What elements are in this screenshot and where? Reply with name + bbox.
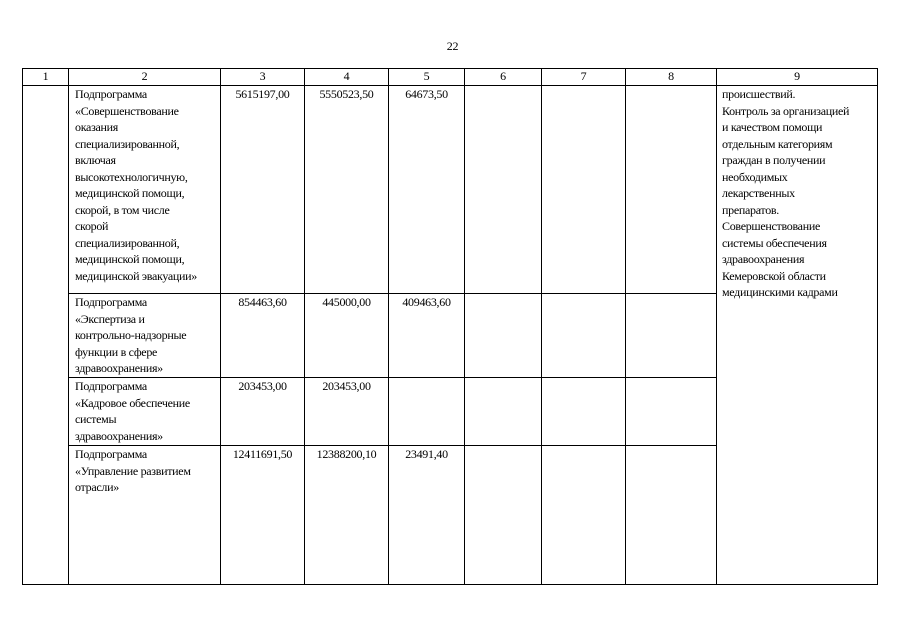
column-header: 8 [626, 69, 717, 86]
text-line: Кемеровской области [722, 268, 826, 283]
text-line: скорой [75, 219, 109, 233]
text-line: системы [75, 412, 117, 426]
text-line: «Кадровое обеспечение [75, 395, 190, 410]
subprogram-name-cell [69, 446, 221, 585]
empty-cell [626, 378, 717, 446]
amount-cell: 854463,60 [221, 294, 305, 378]
results-description-cell [717, 86, 878, 585]
text-line: граждан в получении [722, 153, 826, 167]
text-line: происшествий. [722, 87, 796, 101]
amount-cell: 445000,00 [305, 294, 389, 378]
empty-cell [626, 86, 717, 294]
text-line: медицинской эвакуации» [75, 268, 198, 283]
table-row [23, 86, 878, 294]
column-header: 5 [389, 69, 465, 86]
amount-cell: 12411691,50 [221, 446, 305, 585]
empty-cell [465, 446, 542, 585]
amount-cell: 409463,60 [389, 294, 465, 378]
column-header: 4 [305, 69, 389, 86]
amount-cell [389, 378, 465, 446]
column-header: 9 [717, 69, 878, 86]
text-line: необходимых [722, 169, 788, 184]
text-line: высокотехнологичную, [75, 169, 188, 184]
amount-cell: 12388200,10 [305, 446, 389, 585]
text-line: «Совершенствование [75, 103, 179, 118]
text-line: отдельным категориям [722, 136, 833, 151]
subprogram-name-cell [69, 86, 221, 294]
amount-cell: 5615197,00 [221, 86, 305, 294]
subprogram-name-cell [69, 378, 221, 446]
amount-cell: 203453,00 [305, 378, 389, 446]
empty-cell [626, 294, 717, 378]
empty-cell [542, 378, 626, 446]
text-line: Подпрограмма [75, 87, 147, 101]
text-line: Контроль за организацией [722, 103, 850, 118]
text-line: Совершенствование [722, 219, 820, 233]
amount-cell: 5550523,50 [305, 86, 389, 294]
text-line: отрасли» [75, 480, 119, 494]
amount-cell: 64673,50 [389, 86, 465, 294]
text-line: контрольно-надзорные [75, 328, 187, 342]
column-header: 2 [69, 69, 221, 86]
text-line: «Экспертиза и [75, 311, 145, 326]
text-line: функции в сфере [75, 344, 158, 359]
text-line: скорой, в том числе [75, 202, 170, 217]
text-line: «Управление развитием [75, 463, 191, 478]
text-line: Подпрограмма [75, 447, 147, 461]
empty-cell [542, 446, 626, 585]
text-line: препаратов. [722, 202, 779, 217]
amount-cell: 23491,40 [389, 446, 465, 585]
text-line: медицинской помощи, [75, 186, 185, 200]
amount-cell: 203453,00 [221, 378, 305, 446]
text-line: здравоохранения» [75, 361, 163, 375]
empty-cell [626, 446, 717, 585]
empty-cell [542, 294, 626, 378]
empty-cell [465, 294, 542, 378]
text-line: и качеством помощи [722, 120, 823, 134]
text-line: включая [75, 153, 116, 167]
text-line: Подпрограмма [75, 379, 147, 393]
text-line: медицинской помощи, [75, 252, 185, 266]
text-line: Подпрограмма [75, 295, 147, 309]
subprogram-name-cell [69, 294, 221, 378]
text-line: специализированной, [75, 136, 180, 151]
column-header: 6 [465, 69, 542, 86]
text-line: лекарственных [722, 186, 795, 200]
text-line: системы обеспечения [722, 235, 827, 250]
text-line: специализированной, [75, 235, 180, 250]
empty-cell [465, 378, 542, 446]
column-header: 1 [23, 69, 69, 86]
column-header: 3 [221, 69, 305, 86]
table-header-row [23, 69, 878, 86]
empty-cell [542, 86, 626, 294]
column-header: 7 [542, 69, 626, 86]
program-table [22, 68, 878, 585]
empty-cell [465, 86, 542, 294]
text-line: оказания [75, 120, 119, 134]
text-line: здравоохранения» [75, 428, 163, 443]
text-line: здравоохранения [722, 252, 805, 266]
text-line: медицинскими кадрами [722, 285, 838, 299]
page-number: 22 [446, 39, 459, 53]
row-number-cell [23, 86, 69, 585]
